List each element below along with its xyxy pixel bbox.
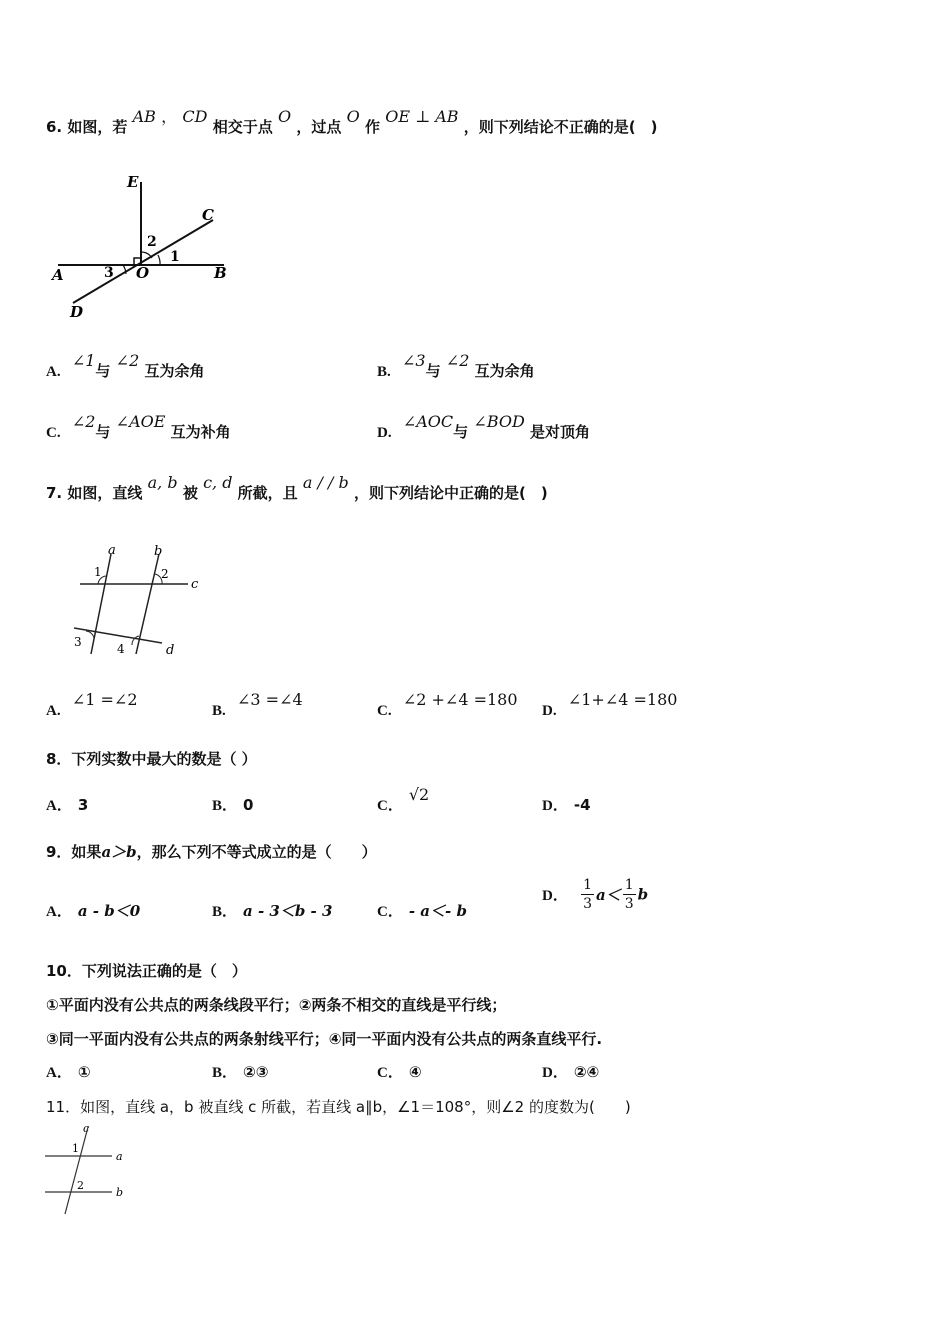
q8-option-c-value: √2 xyxy=(408,785,430,804)
q7-figure xyxy=(66,540,216,665)
q6-option-b-text: 互为余角 xyxy=(474,362,535,380)
q6-option-a-label: A. xyxy=(46,364,61,380)
q6-text-5: ，则下列结论不正确的是( ) xyxy=(463,118,658,136)
q6-label-b: B xyxy=(214,264,227,282)
q7-option-b-expr: ∠3 =∠4 xyxy=(237,690,303,709)
q9-option-c-label: C． xyxy=(377,904,403,920)
q6-label-e: E xyxy=(127,173,139,191)
q10-option-b[interactable] xyxy=(212,1061,268,1082)
q8-option-b[interactable] xyxy=(212,794,253,815)
question-7-stem xyxy=(46,473,548,503)
q7-label-c: c xyxy=(191,577,199,592)
q7-option-b[interactable] xyxy=(212,690,303,720)
q6-angle-arc-1 xyxy=(158,255,160,265)
q10-option-d[interactable] xyxy=(542,1061,599,1082)
q8-option-a-label: A． xyxy=(46,798,72,814)
q10-option-d-label: D． xyxy=(542,1065,568,1081)
q7-text-3: 所截，且 xyxy=(237,484,298,502)
q9-option-d-fraction-2: $\frac{1}{3}$ xyxy=(624,877,634,912)
q11-label-a: a xyxy=(116,1150,123,1163)
q8-option-d-value: -4 xyxy=(573,796,591,814)
q8-option-d-label: D． xyxy=(542,798,568,814)
q6-option-d-text: 是对顶角 xyxy=(530,423,591,441)
question-8-stem: 8．下列实数中最大的数是（ ） xyxy=(46,750,257,768)
q10-option-a-value: ① xyxy=(77,1063,91,1081)
question-10-stem: 10．下列说法正确的是（ ） xyxy=(46,962,247,980)
q6-option-a-mid: 与 xyxy=(95,362,111,380)
q6-option-b-math-2: ∠2 xyxy=(445,351,470,370)
q6-label-d: D xyxy=(70,303,84,320)
q9-option-d-label: D． xyxy=(542,888,568,904)
q6-option-d-math-1: ∠AOC xyxy=(402,412,454,431)
q6-math-perp: OE ⊥ AB xyxy=(385,107,459,126)
q7-math-parallel: a / / b xyxy=(302,473,349,492)
q10-statement-line-1: ①平面内没有公共点的两条线段平行；②两条不相交的直线是平行线； xyxy=(46,996,507,1014)
q7-line-b xyxy=(136,554,159,654)
q7-label-d: d xyxy=(166,643,175,658)
q11-label-b: b xyxy=(116,1186,124,1199)
q8-option-a-value: 3 xyxy=(77,796,89,814)
q6-label-1: 1 xyxy=(170,249,180,265)
q6-option-b-label: B. xyxy=(377,364,391,380)
q10-option-a[interactable] xyxy=(46,1061,91,1082)
q6-option-a[interactable] xyxy=(46,351,205,381)
q7-option-a[interactable] xyxy=(46,690,138,720)
q9-option-a[interactable] xyxy=(46,900,140,921)
q7-label-2: 2 xyxy=(161,567,169,581)
q6-text-1: 如图，若 xyxy=(67,118,128,136)
q9-option-b-value: a - 3＜b - 3 xyxy=(243,902,333,920)
q9-option-c-value: - a＜- b xyxy=(408,902,467,920)
q6-math-ab: AB xyxy=(132,107,156,126)
q6-option-d-math-2: ∠BOD xyxy=(473,412,525,431)
q6-option-c-text: 互为补角 xyxy=(170,423,231,441)
q7-math-ab: a, b xyxy=(147,473,178,492)
q7-option-c-label: C. xyxy=(377,703,392,719)
q7-number: 7. xyxy=(46,484,63,502)
q6-option-c-mid: 与 xyxy=(95,423,111,441)
q6-label-c: C xyxy=(202,206,214,224)
q6-option-a-math-2: ∠2 xyxy=(115,351,140,370)
q6-figure xyxy=(48,170,248,320)
q9-option-d-fraction-1: $\frac{1}{3}$ xyxy=(583,877,592,912)
q7-option-a-label: A. xyxy=(46,703,61,719)
q6-option-c-label: C. xyxy=(46,425,61,441)
q9-text-2: ，那么下列不等式成立的是（ ） xyxy=(136,843,377,861)
q7-option-d-label: D. xyxy=(542,703,557,719)
q9-option-a-label: A． xyxy=(46,904,72,920)
q6-option-d-label: D. xyxy=(377,425,392,441)
q7-label-a: a xyxy=(108,543,116,558)
q7-angle-arc-3 xyxy=(86,631,94,638)
q6-text-3: ，过点 xyxy=(296,118,342,136)
q8-option-b-label: B． xyxy=(212,798,238,814)
q6-sep: ， xyxy=(161,107,178,126)
q11-figure xyxy=(40,1122,140,1217)
q7-text-2: 被 xyxy=(182,484,198,502)
q6-option-b[interactable] xyxy=(377,351,535,381)
q7-option-d-expr: ∠1+∠4 =180 xyxy=(567,690,678,709)
q6-option-b-math-1: ∠3 xyxy=(402,351,426,370)
q6-text-4: 作 xyxy=(364,118,380,136)
q9-condition: a＞b xyxy=(101,843,137,861)
q9-option-c[interactable] xyxy=(377,900,467,921)
q7-option-c[interactable] xyxy=(377,690,518,720)
q6-option-d-mid: 与 xyxy=(453,423,469,441)
q10-option-a-label: A． xyxy=(46,1065,72,1081)
q11-label-c: c xyxy=(83,1122,90,1135)
q7-option-c-expr: ∠2 +∠4 =180 xyxy=(402,690,518,709)
q11-label-2: 2 xyxy=(77,1179,84,1192)
q6-label-2: 2 xyxy=(147,234,157,250)
q10-option-d-value: ②④ xyxy=(573,1063,600,1081)
q9-option-b[interactable] xyxy=(212,900,332,921)
q8-option-a[interactable] xyxy=(46,794,88,815)
q6-math-cd: CD xyxy=(182,107,208,126)
q8-option-b-value: 0 xyxy=(243,796,254,814)
q6-label-a: A xyxy=(52,266,64,284)
q7-math-cd: c, d xyxy=(203,473,233,492)
q6-option-c-math-2: ∠AOE xyxy=(115,412,166,431)
q7-label-1: 1 xyxy=(94,565,102,579)
question-9-stem xyxy=(46,841,377,862)
q7-label-4: 4 xyxy=(117,642,125,656)
q7-option-d[interactable] xyxy=(542,690,678,720)
q11-line-c xyxy=(65,1127,88,1214)
question-6-stem xyxy=(46,107,658,137)
q8-option-d[interactable] xyxy=(542,794,591,815)
q6-math-o1: O xyxy=(277,107,292,126)
q9-option-d-value-1: a＜ xyxy=(596,886,621,904)
q9-option-d-value-2: b xyxy=(637,885,649,904)
q6-option-b-mid: 与 xyxy=(425,362,441,380)
q6-option-c-math-1: ∠2 xyxy=(71,412,96,431)
q6-option-a-text: 互为余角 xyxy=(144,362,205,380)
q10-option-b-label: B． xyxy=(212,1065,238,1081)
q6-option-c[interactable] xyxy=(46,412,231,442)
q9-text-1: 9．如果 xyxy=(46,843,102,861)
q10-statement-line-2: ③同一平面内没有公共点的两条射线平行；④同一平面内没有公共点的两条直线平行. xyxy=(46,1030,603,1048)
q7-line-d xyxy=(74,628,162,643)
q8-option-c-label: C． xyxy=(377,798,403,814)
q6-option-a-math-1: ∠1 xyxy=(71,351,96,370)
q10-option-b-value: ②③ xyxy=(243,1063,269,1081)
q9-option-a-value: a - b＜0 xyxy=(77,902,141,920)
q6-math-o2: O xyxy=(346,107,360,126)
q7-label-3: 3 xyxy=(74,635,82,649)
q7-label-b: b xyxy=(154,544,163,559)
q6-label-o: O xyxy=(136,264,150,282)
q11-label-1: 1 xyxy=(72,1142,79,1155)
q6-number: 6. xyxy=(46,118,63,136)
q7-text-4: ，则下列结论中正确的是( ) xyxy=(353,484,548,502)
q7-text-1: 如图，直线 xyxy=(67,484,143,502)
q9-option-d[interactable] xyxy=(542,876,648,913)
q6-option-d[interactable] xyxy=(377,412,591,442)
q10-option-c-value: ④ xyxy=(408,1063,422,1081)
q7-option-b-label: B. xyxy=(212,703,226,719)
q9-option-b-label: B． xyxy=(212,904,238,920)
q10-option-c[interactable] xyxy=(377,1061,422,1082)
q10-option-c-label: C． xyxy=(377,1065,403,1081)
q6-line-cd xyxy=(73,220,213,303)
q6-label-3: 3 xyxy=(104,265,114,281)
q8-option-c[interactable] xyxy=(377,785,430,815)
q6-text-2: 相交于点 xyxy=(212,118,273,136)
q7-option-a-expr: ∠1 =∠2 xyxy=(71,690,138,709)
question-11-stem: 11．如图，直线 a，b 被直线 c 所截，若直线 a∥b，∠1＝108°，则∠2 的度数为( ) xyxy=(46,1098,631,1116)
